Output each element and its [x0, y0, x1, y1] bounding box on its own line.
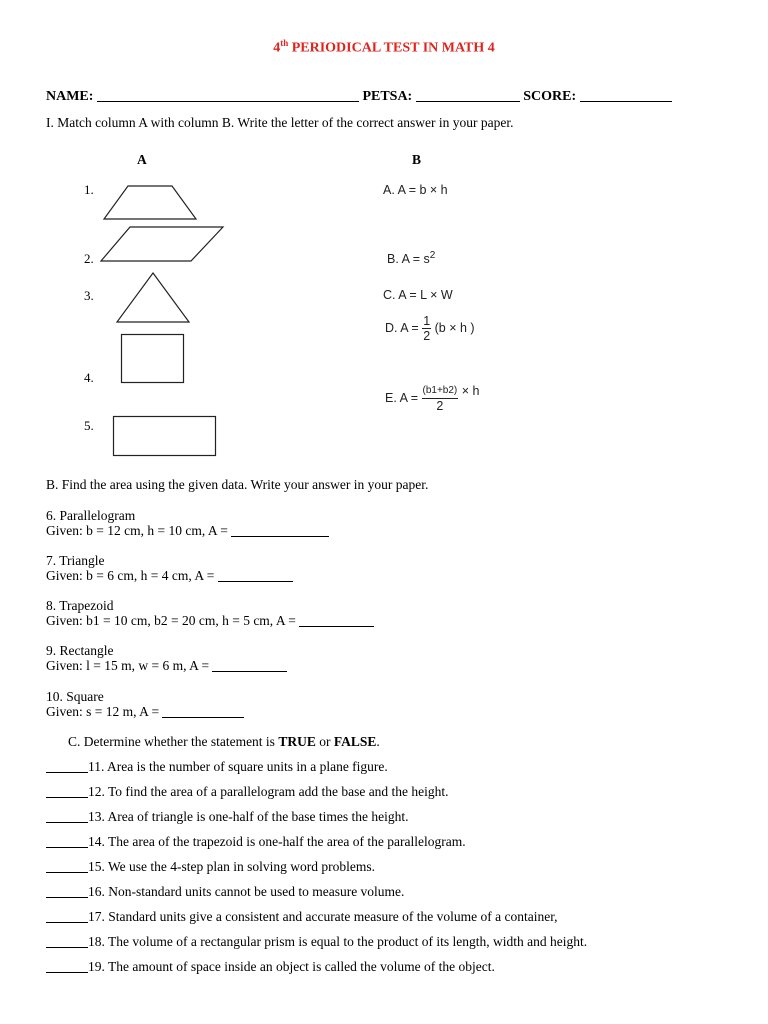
tf-item-17: 17. Standard units give a consistent and accurate measure of the volume of a container,: [46, 909, 558, 925]
option-b: B. $A = s^2$: [387, 250, 436, 267]
tf-item-18: 18. The volume of a rectangular prism is equal to the product of its length, width and height.: [46, 934, 587, 950]
option-e-fraction: $\frac{(b1+b2)}{2}$: [422, 385, 458, 414]
square-shape: [120, 333, 186, 385]
problem-8-title: 8. Trapezoid: [46, 598, 114, 613]
score-blank[interactable]: [580, 101, 672, 102]
tf-answer-blank[interactable]: [46, 847, 88, 848]
problem-6-given: Given: b = 12 cm, h = 10 cm, A =: [46, 523, 329, 539]
problem-7-title: 7. Triangle: [46, 553, 105, 568]
tf-item-11: 11. Area is the number of square units in a plane figure.: [46, 759, 388, 775]
tf-answer-blank[interactable]: [46, 972, 88, 973]
problem-8-given: Given: b1 = 10 cm, b2 = 20 cm, h = 5 cm, A =: [46, 613, 374, 629]
answer-8-blank[interactable]: [299, 626, 374, 627]
part1-instruction: I. Match column A with column B. Write the letter of the correct answer in your paper.: [46, 115, 514, 130]
problem-9-given: Given: l = 15 m, w = 6 m, A =: [46, 658, 287, 674]
problem-6-title: 6. Parallelogram: [46, 508, 136, 523]
name-label: NAME:: [46, 89, 94, 104]
option-e: E. A = $\frac{(b1+b2)}{2}$ × h: [385, 384, 480, 414]
part2-instruction: B. Find the area using the given data. Write your answer in your paper.: [46, 477, 429, 492]
problem-9-title: 9. Rectangle: [46, 643, 114, 658]
tf-answer-blank[interactable]: [46, 772, 88, 773]
item-number-5: 5.: [84, 418, 94, 433]
trapezoid-shape: [100, 182, 200, 222]
option-c: C. A = L × W: [383, 288, 453, 302]
item-number-2: 2.: [84, 251, 94, 266]
student-info-row: [46, 89, 672, 105]
answer-7-blank[interactable]: [218, 581, 293, 582]
tf-item-16: 16. Non-standard units cannot be used to measure volume.: [46, 884, 404, 900]
answer-10-blank[interactable]: [162, 717, 244, 718]
problem-7-given: Given: b = 6 cm, h = 4 cm, A =: [46, 568, 293, 584]
page-title: 4th PERIODICAL TEST IN MATH 4: [273, 38, 495, 56]
name-blank[interactable]: [97, 101, 359, 102]
petsa-blank[interactable]: [416, 101, 520, 102]
item-number-3: 3.: [84, 288, 94, 303]
part3-instruction: C. Determine whether the statement is TRUE or FALSE.: [68, 734, 380, 749]
triangle-shape: [114, 270, 192, 326]
item-number-4: 4.: [84, 370, 94, 385]
tf-answer-blank[interactable]: [46, 822, 88, 823]
option-d: D. A = $\frac{1}{2}$ (b × h ): [385, 314, 475, 343]
column-a-heading: A: [137, 152, 147, 167]
tf-answer-blank[interactable]: [46, 922, 88, 923]
problem-10-title: 10. Square: [46, 689, 104, 704]
tf-answer-blank[interactable]: [46, 947, 88, 948]
tf-answer-blank[interactable]: [46, 797, 88, 798]
problem-10-given: Given: s = 12 m, A =: [46, 704, 244, 720]
item-number-1: 1.: [84, 182, 94, 197]
column-b-heading: B: [412, 152, 422, 167]
score-label: SCORE:: [523, 89, 577, 104]
option-d-fraction: $\frac{1}{2}$: [423, 314, 431, 343]
petsa-label: PETSA:: [362, 89, 413, 104]
answer-9-blank[interactable]: [212, 671, 287, 672]
rectangle-shape: [112, 415, 218, 457]
parallelogram-shape: [98, 224, 226, 264]
tf-answer-blank[interactable]: [46, 872, 88, 873]
tf-answer-blank[interactable]: [46, 897, 88, 898]
option-a: A. A = b × h: [383, 183, 448, 197]
tf-item-14: 14. The area of the trapezoid is one-half the area of the parallelogram.: [46, 834, 466, 850]
tf-item-15: 15. We use the 4-step plan in solving word problems.: [46, 859, 375, 875]
tf-item-13: 13. Area of triangle is one-half of the base times the height.: [46, 809, 409, 825]
tf-item-19: 19. The amount of space inside an object is called the volume of the object.: [46, 959, 495, 975]
tf-item-12: 12. To find the area of a parallelogram add the base and the height.: [46, 784, 449, 800]
answer-6-blank[interactable]: [231, 536, 329, 537]
